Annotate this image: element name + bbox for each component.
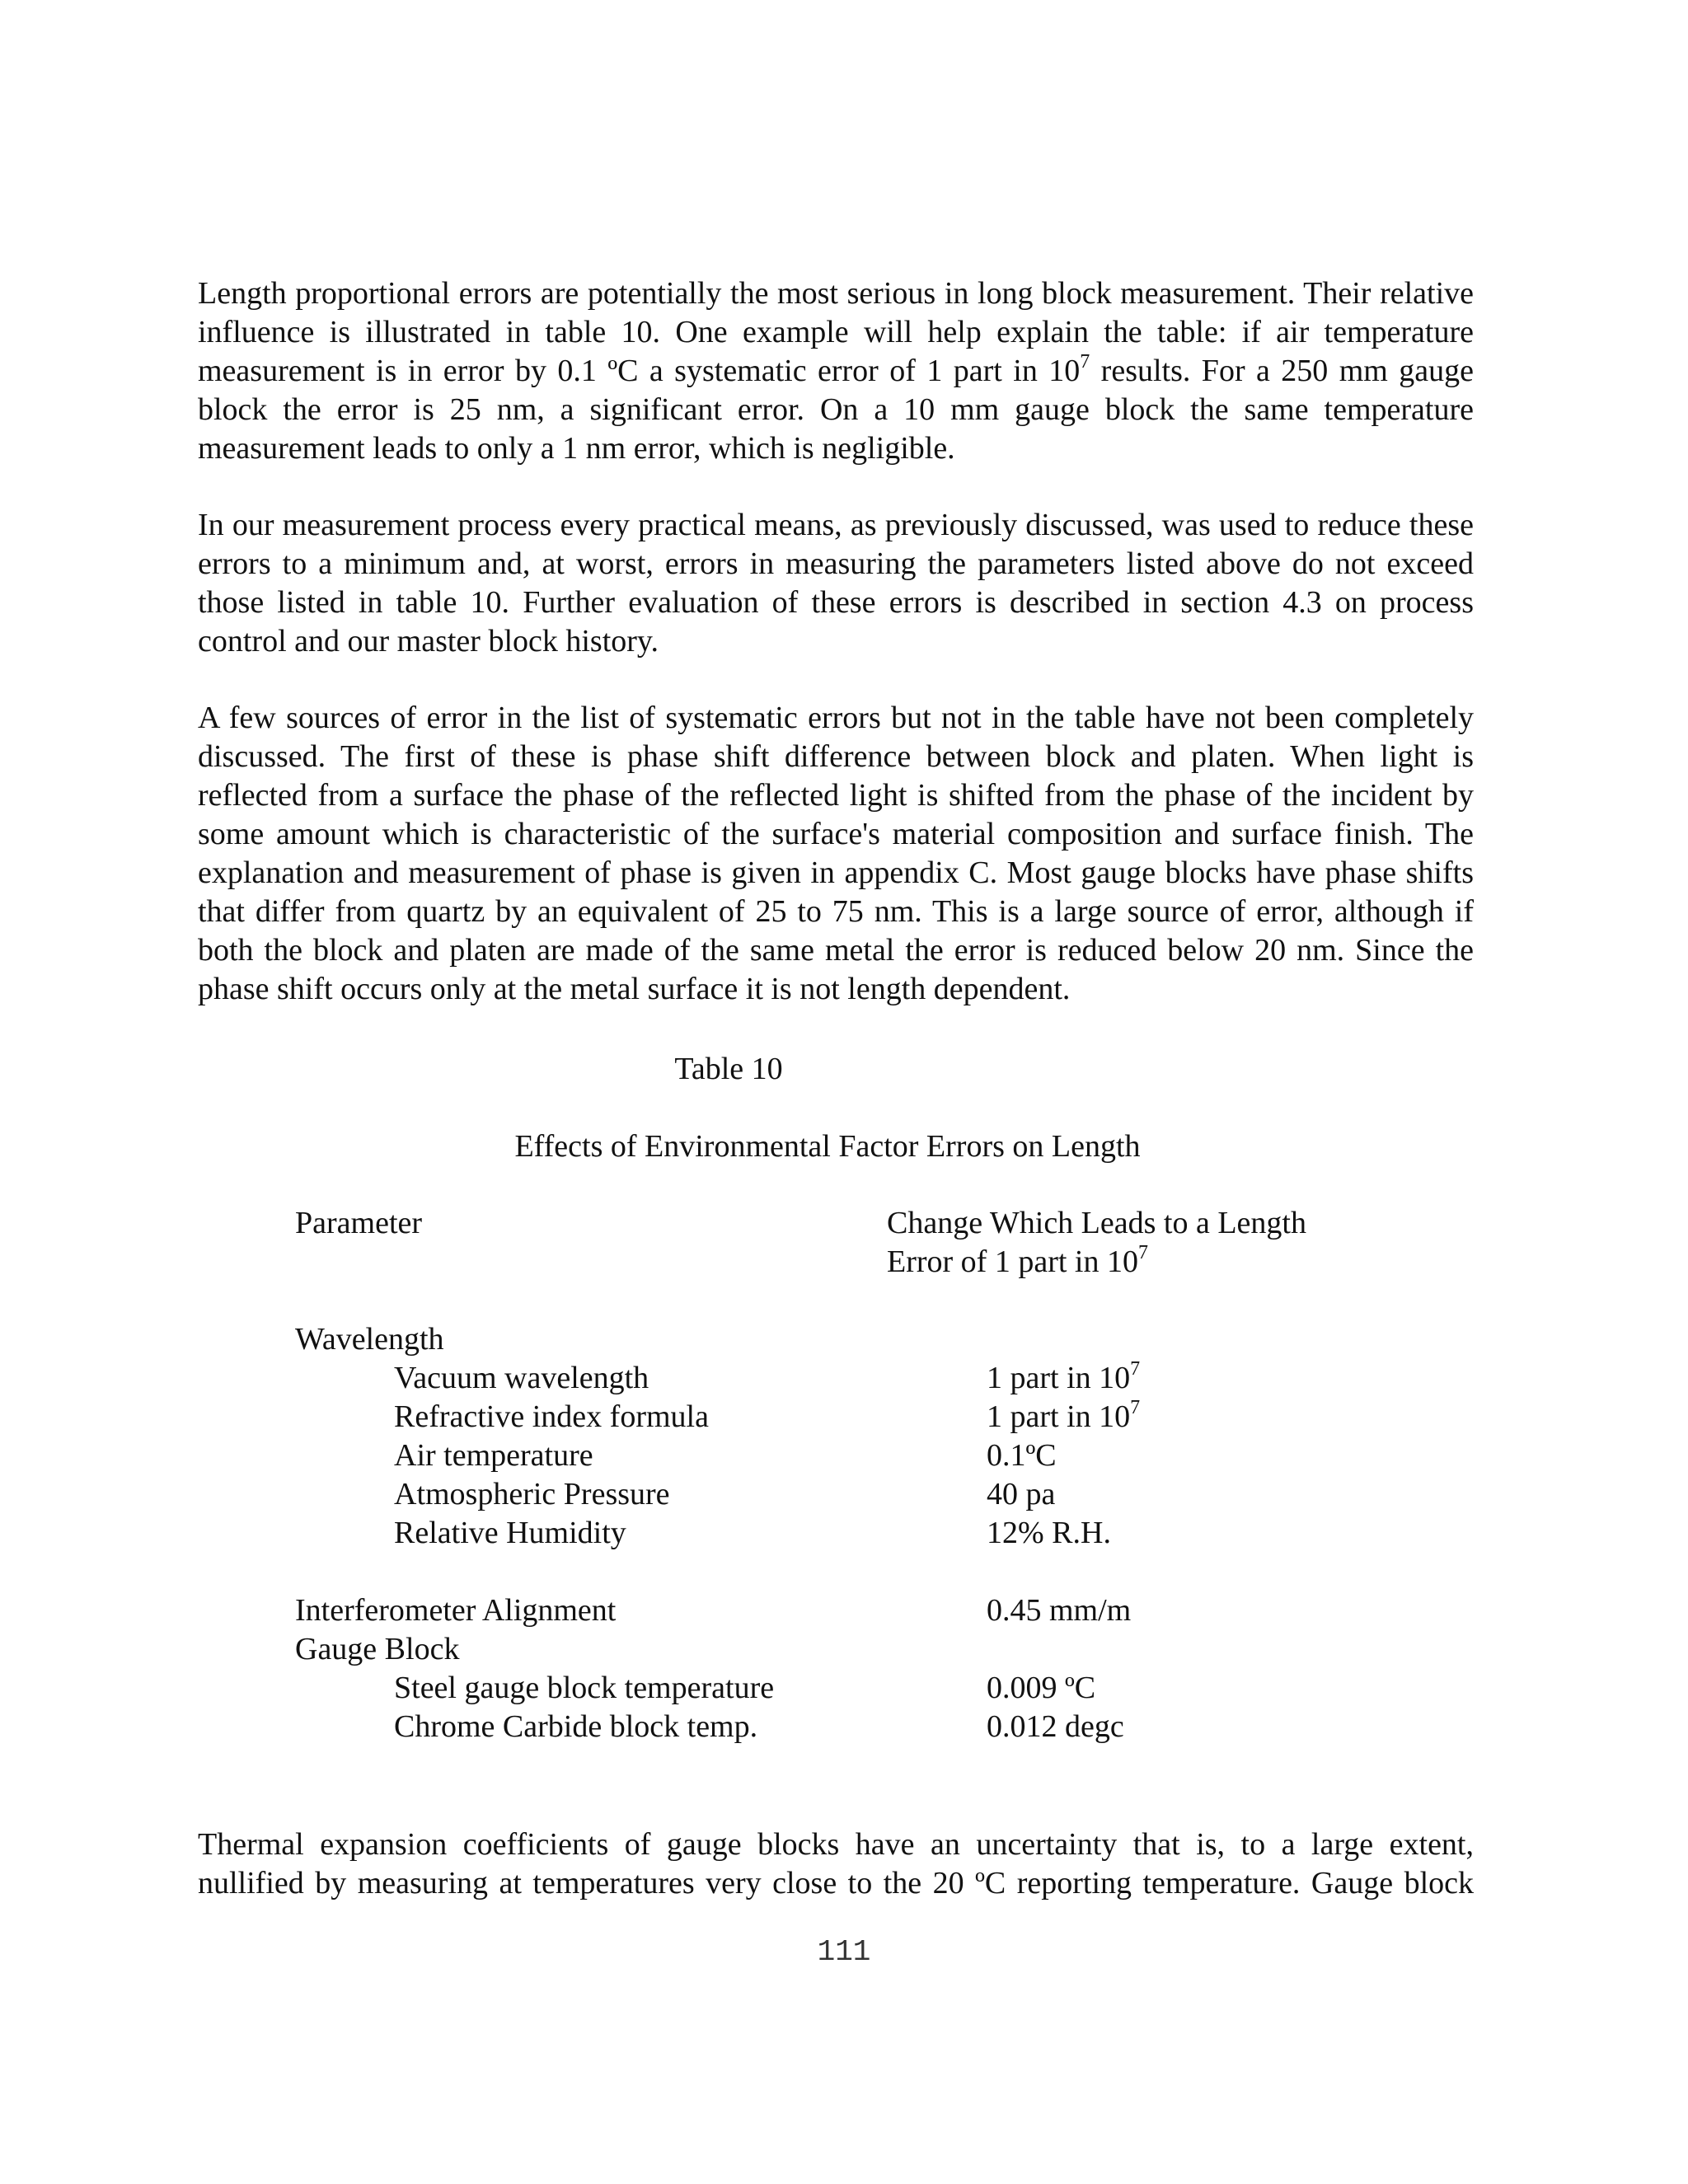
table-row-label: Atmospheric Pressure xyxy=(394,1477,670,1511)
value-text: 1 part in 10 xyxy=(987,1399,1131,1434)
paragraph-line xyxy=(198,352,1474,391)
paragraph-line: block the error is 25 nm, a significant error. On a 10 mm gauge block the same temperature xyxy=(198,392,1474,427)
table-row-value xyxy=(987,1398,1140,1436)
paragraph-line: both the block and platen are made of the same metal the error is reduced below 20 nm. Since the xyxy=(198,933,1474,968)
table-row-label: Gauge Block xyxy=(295,1632,460,1666)
line-text: results. For a 250 mm gauge xyxy=(1090,354,1474,388)
line-text: measurement is in error by 0.1 ºC a systematic error of 1 part in 10 xyxy=(198,354,1081,388)
superscript: 7 xyxy=(1130,1397,1141,1418)
table-row-value: 0.009 ºC xyxy=(987,1671,1096,1705)
paragraph-line: that differ from quartz by an equivalent of 25 to 75 nm. This is a large source of error, although if xyxy=(198,894,1474,929)
paragraph-line: influence is illustrated in table 10. One example will help explain the table: if air temperature xyxy=(198,315,1474,349)
paragraph-line: Thermal expansion coefficients of gauge blocks have an uncertainty that is, to a large extent, xyxy=(198,1827,1474,1862)
paragraph-line: discussed. The first of these is phase shift difference between block and platen. When light is xyxy=(198,739,1474,774)
page-number: 111 xyxy=(817,1935,871,1969)
table-row-label: Wavelength xyxy=(295,1322,444,1357)
paragraph-line: measurement leads to only a 1 nm error, which is negligible. xyxy=(198,431,955,466)
value-text: 1 part in 10 xyxy=(987,1361,1131,1395)
table-header-change: Change Which Leads to a Length xyxy=(887,1206,1306,1240)
table-title: Effects of Environmental Factor Errors on Length xyxy=(514,1129,1141,1164)
superscript: 7 xyxy=(1137,1242,1148,1263)
table-row-value: 12% R.H. xyxy=(987,1516,1111,1550)
table-row-value xyxy=(987,1359,1140,1398)
paragraph-1 xyxy=(198,274,1474,468)
paragraph-line: control and our master block history. xyxy=(198,624,659,658)
paragraph-line: explanation and measurement of phase is given in appendix C. Most gauge blocks have phase shifts xyxy=(198,855,1474,890)
table-row-label: Refractive index formula xyxy=(394,1399,709,1434)
header-text: Error of 1 part in 10 xyxy=(887,1244,1138,1279)
table-row-label: Steel gauge block temperature xyxy=(394,1671,775,1705)
table-row-label: Vacuum wavelength xyxy=(394,1361,649,1395)
table-header-parameter: Parameter xyxy=(295,1206,423,1240)
table-number: Table 10 xyxy=(674,1052,783,1086)
table-row-label: Relative Humidity xyxy=(394,1516,626,1550)
paragraph-line: A few sources of error in the list of systematic errors but not in the table have not been completely xyxy=(198,701,1474,735)
table-row-label: Air temperature xyxy=(394,1438,593,1473)
table-row-value: 0.1ºC xyxy=(987,1438,1057,1473)
table-row-value: 0.012 degc xyxy=(987,1709,1124,1744)
table-row-value: 40 pa xyxy=(987,1477,1056,1511)
superscript: 7 xyxy=(1130,1358,1141,1380)
paragraph-line: those listed in table 10. Further evaluation of these errors is described in section 4.3 on process xyxy=(198,585,1474,620)
paragraph-line: nullified by measuring at temperatures very close to the 20 ºC reporting temperature. Gauge block xyxy=(198,1866,1474,1900)
paragraph-4 xyxy=(198,1825,1474,1903)
paragraph-line: reflected from a surface the phase of the reflected light is shifted from the phase of the incident by xyxy=(198,778,1474,813)
paragraph-line: In our measurement process every practical means, as previously discussed, was used to reduce these xyxy=(198,508,1474,542)
table-row-label: Interferometer Alignment xyxy=(295,1593,617,1628)
paragraph-3 xyxy=(198,699,1474,1009)
superscript: 7 xyxy=(1080,351,1090,373)
paragraph-2 xyxy=(198,506,1474,661)
paragraph-line: Length proportional errors are potentially the most serious in long block measurement. Their relative xyxy=(198,276,1474,311)
paragraph-line: phase shift occurs only at the metal surface it is not length dependent. xyxy=(198,972,1071,1006)
table-row-label: Chrome Carbide block temp. xyxy=(394,1709,758,1744)
table-header-change-line2 xyxy=(887,1243,1148,1282)
paragraph-line: some amount which is characteristic of the surface's material composition and surface finish. The xyxy=(198,817,1474,851)
table-row-value: 0.45 mm/m xyxy=(987,1593,1132,1628)
paragraph-line: errors to a minimum and, at worst, errors in measuring the parameters listed above do not exceed xyxy=(198,546,1474,581)
